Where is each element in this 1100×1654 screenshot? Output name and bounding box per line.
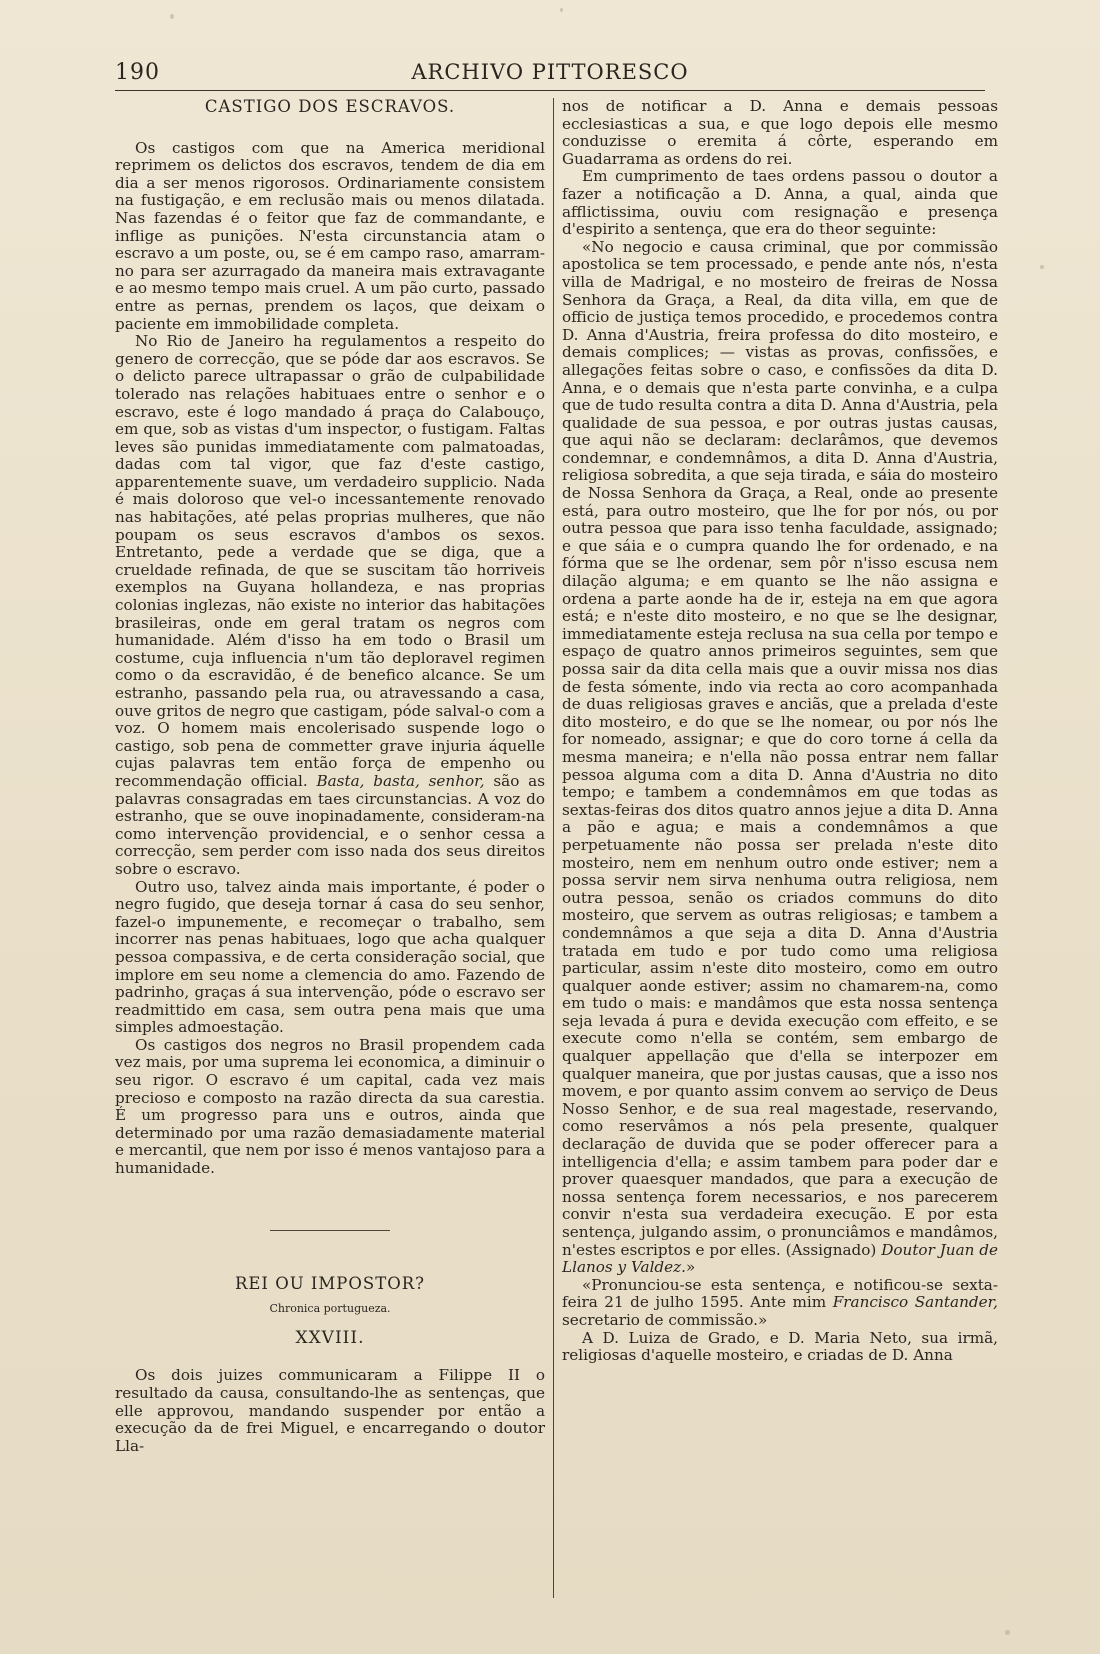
column-divider bbox=[553, 98, 554, 1598]
page-number: 190 bbox=[115, 60, 160, 85]
article-subtitle: Chronica portugueza. bbox=[269, 1302, 391, 1316]
section-divider bbox=[270, 1230, 390, 1231]
paragraph-text: » bbox=[685, 1258, 696, 1277]
page-header bbox=[115, 60, 985, 91]
paragraph: Outro uso, talvez ainda mais importante, é poder o negro fugido, que deseja tornar á casa do seu senhor, fazel-o impunemente, e recomeçar o trabalho, sem incorrer nas penas habituaes, logo que acha qualquer pessoa compassiva, e de certa consideração social, que implore em seu nome a clemencia do amo. Fazendo de padrinho, graças á sua intervenção, póde o escravo ser readmittido em casa, sem outra pena mais que uma simples admoestação. bbox=[115, 877, 545, 1037]
right-column bbox=[562, 98, 998, 1365]
chapter-number: XXVIII. bbox=[295, 1327, 365, 1348]
paragraph bbox=[562, 239, 998, 1277]
paragraph-text: «No negocio e causa criminal, que por commissão apostolica se tem processado, e pende ante nós, n'esta villa de Madrigal, e no mosteiro de freiras de Nossa Senhora da Graça, a Real, da dita villa, em que de officio de justiça temos procedido, e procedemos contra D. Anna d'Austria, freira professa do dito mosteiro, e demais complices; — vistas as provas, confissões, e allegações feitas sobre o caso, e confissões da dita D. Anna, e o demais que n'esta parte convinha, e a culpa que de tudo resulta contra a dita D. Anna d'Austria, pela qualidade de sua pessoa, e por outras justas causas, que aqui não se declaram: declarâmos, que devemos condemnar, e condemnâmos, a dita D. Anna d'Austria, religiosa sobredita, a que seja tirada, e sáia do mosteiro de Nossa Senhora da Graça, a Real, onde ao presente está, para outro mosteiro, que lhe for por nós, ou por outra pessoa que para isso tenha faculdade, assignado; e que sáia e o cumpra quando lhe for ordenado, e na fórma que se lhe ordenar, sem pôr n'isso escusa nem dilação alguma; e em quanto se lhe não assigna e ordena a parte aonde ha de ir, esteja na em que agora está; e n'este dito mosteiro, e no que se lhe designar, immediatamente esteja reclusa na sua cella por tempo e espaço de quatro annos primeiros seguintes, sem que possa sair da dita cella mais que a ouvir missa nos dias de festa sómente, indo via recta ao coro acompanhada de duas religiosas graves e anciãs, que a prelada d'este dito mosteiro, e do que se lhe nomear, ou por nós lhe for nomeado, assignar; e que do coro torne á cella da mesma maneira; e n'ella não possa entrar nem fallar pessoa alguma com a dita D. Anna d'Austria no dito tempo; e tambem a condemnâmos em que todas as sextas-feiras dos ditos quatro annos jejue a dita D. Anna a pão e agua; e mais a condemnâmos a que perpetuamente não possa ser prelada n'este dito mosteiro, nem em nenhum outro onde estiver; nem a possa servir nem sirva nenhuma outra religiosa, nem outra pessoa, senão os criados communs do dito mosteiro, que servem as outras religiosas; e tambem a condemnâmos a que seja a dita D. Anna d'Austria tratada em tudo e por tudo como uma religiosa particular, assim n'este dito mosteiro, como em outro qualquer aonde estiver; assim no chamarem-na, como em tudo o mais: e mandâmos que esta nossa sentença seja levada á pura e devida execução com effeito, e se execute como n'ella se contém, sem embargo de qualquer appellação que d'ella se interpozer em qualquer maneira, que por justas causas, que a isso nos movem, e por quanto assim convem ao serviço de Deus Nosso Senhor, e de sua real magestade, reservando, como reservâmos a nós pela presente, qualquer declaração de duvida que se poder offerecer para a intelligencia d'ella; e assim tambem para poder dar e prover quaesquer mandados, que para a execução de nossa sentença forem necessarios, e nos parecerem convir n'esta sua verdadeira execução. E por esta sentença, julgando assim, o pronunciâmos e mandâmos, n'estes escriptos e por elles. (Assignado) bbox=[562, 237, 998, 1259]
paragraph-text: são as palavras consagradas em taes circunstancias. A voz do estranho, que se ouve inopinadamente, consideram-na como intervenção providencial, e o senhor cessa a correcção, sem perder com isso nada dos seus direitos sobre o escravo. bbox=[115, 771, 546, 878]
article-title: CASTIGO DOS ESCRAVOS. bbox=[204, 97, 456, 116]
paragraph: Os dois juizes communicaram a Filippe II o resultado da causa, consultando-lhe as sentenças, que elle approvou, mandando suspender por então a execução da de frei Miguel, e encarregando o doutor Lla- bbox=[115, 1366, 545, 1455]
italic-name: Francisco Santander, bbox=[832, 1293, 999, 1312]
ink-spot bbox=[1005, 1630, 1010, 1635]
italic-signature: Doutor Juan de Llanos y Valdez. bbox=[562, 1240, 999, 1277]
ink-spot bbox=[1040, 265, 1044, 269]
paragraph: Em cumprimento de taes ordens passou o doutor a fazer a notificação a D. Anna, a qual, ainda que afflictissima, ouviu com resignação e presença d'espirito a sentença, que era do theor seguinte: bbox=[562, 167, 998, 239]
paragraph-text: No Rio de Janeiro ha regulamentos a respeito do genero de correcção, que se póde dar aos escravos. Se o delicto parece ultrapassar o grão de culpabilidade tolerado nas relações habituaes entre o senhor e o escravo, este é logo mandado á praça do Calabouço, em que, sob as vistas d'um inspector, o fustigam. Faltas leves são punidas immediatamente com palmatoadas, dadas com tal vigor, que faz d'este castigo, apparentemente suave, um verdadeiro supplicio. Nada é mais doloroso que vel-o incessantemente renovado nas habitações, até pelas proprias mulheres, que não poupam os seus escravos d'ambos os sexos. Entretanto, pede a verdade que se diga, que a crueldade refinada, de que se suscitam tão horriveis exemplos na Guyana hollandeza, e nas proprias colonias inglezas, não existe no interior das habitações brasileiras, onde em geral tratam os negros com humanidade. Além d'isso ha em todo o Brasil um costume, cuja influencia n'um tão deploravel regimen como o da escravidão, é de benefico alcance. Se um estranho, passando pela rua, ou atravessando a casa, ouve gritos de negro que castigam, póde salval-o com a voz. O homem mais encolerisado suspende logo o castigo, sob pena de commetter grave injuria áquelle cujas palavras tem então força de empenho ou recommendação official. bbox=[115, 332, 545, 790]
paragraph bbox=[115, 333, 545, 878]
ink-spot bbox=[560, 8, 563, 12]
left-column bbox=[115, 98, 545, 1455]
paragraph: nos de notificar a D. Anna e demais pessoas ecclesiasticas a sua, e que logo depois elle mesmo conduzisse o eremita á côrte, esperando em Guadarrama as ordens do rei. bbox=[562, 97, 998, 168]
paragraph-text: secretario de commissão.» bbox=[562, 1310, 768, 1329]
running-title: ARCHIVO PITTORESCO bbox=[411, 60, 689, 84]
italic-quote: Basta, basta, senhor, bbox=[316, 771, 485, 790]
ink-spot bbox=[170, 14, 174, 19]
paragraph: Os castigos dos negros no Brasil propendem cada vez mais, por uma suprema lei economica, a diminuir o seu rigor. O escravo é um capital, cada vez mais precioso e composto na razão directa da sua carestia. É um progresso para uns e outros, ainda que determinado por uma razão demasiadamente material e mercantil, que nem por isso é menos vantajoso para a humanidade. bbox=[115, 1035, 545, 1178]
paragraph: Os castigos com que na America meridional reprimem os delictos dos escravos, tendem de dia em dia a ser menos rigorosos. Ordinariamente consistem na fustigação, e em reclusão mais ou menos dilatada. Nas fazendas é o feitor que faz de commandante, e inflige as punições. N'esta circunstancia atam o escravo a um poste, ou, se é em campo raso, amarram-no para ser azurragado da maneira mais extravagante e ao mesmo tempo mais cruel. A um pão curto, passado entre as pernas, prendem os laços, que deixam o paciente em immobilidade completa. bbox=[115, 138, 545, 333]
paragraph bbox=[562, 1277, 998, 1330]
paragraph: A D. Luiza de Grado, e D. Maria Neto, sua irmã, religiosas d'aquelle mosteiro, e criadas de D. Anna bbox=[562, 1328, 998, 1365]
article-title: REI OU IMPOSTOR? bbox=[234, 1273, 426, 1293]
paragraph-text: «Pronunciou-se esta sentença, e notificou-se sexta-feira 21 de julho 1595. Ante mim bbox=[562, 1275, 998, 1312]
